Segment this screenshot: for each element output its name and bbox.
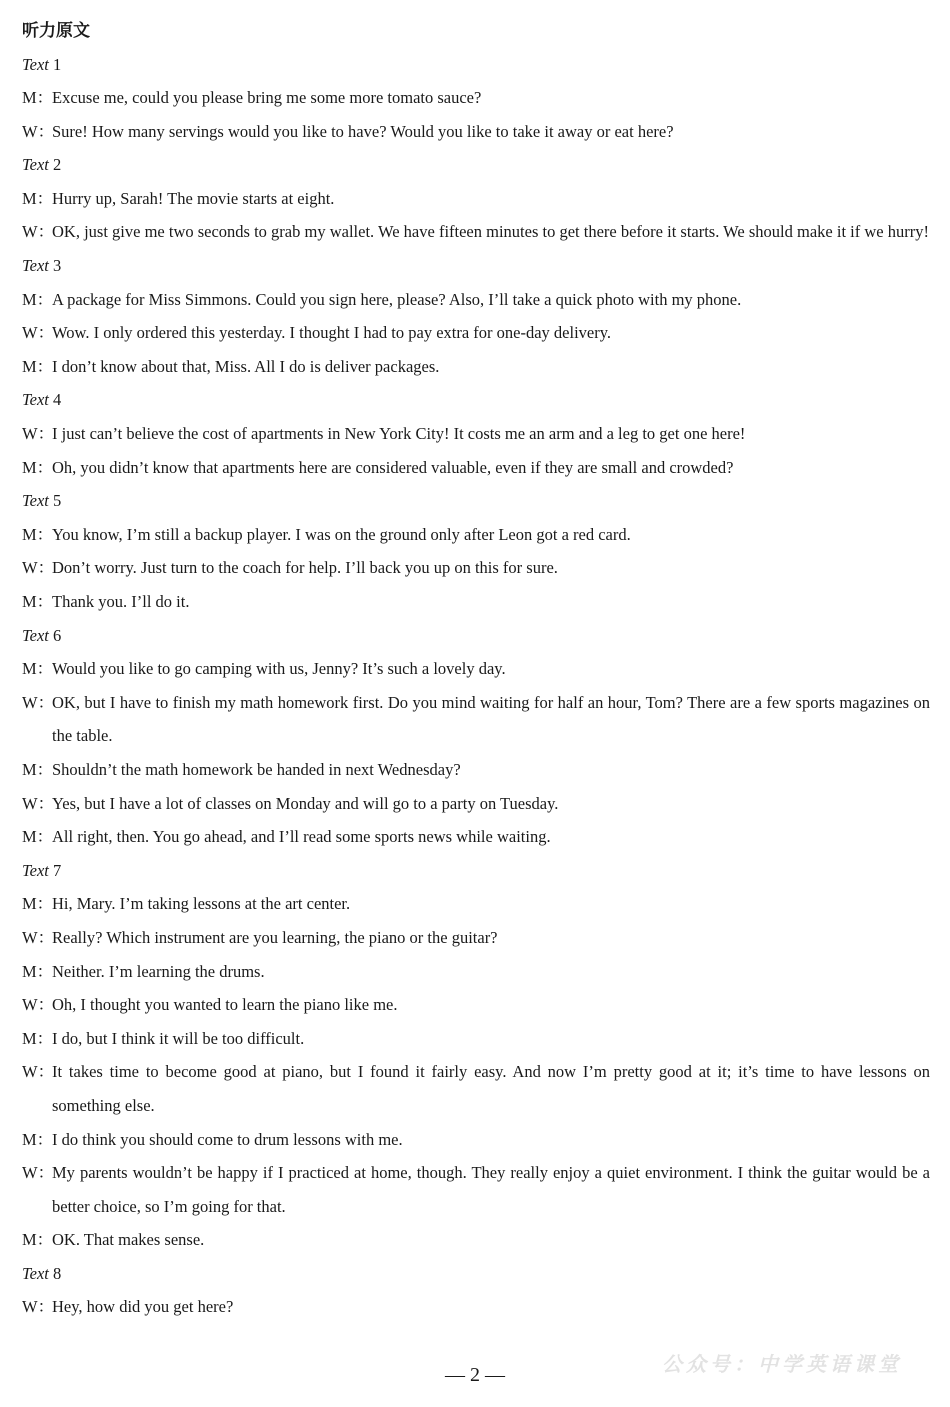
section-label-number: 7	[53, 860, 62, 880]
page-number: — 2 —	[445, 1364, 505, 1386]
dialogue-text: Oh, you didn’t know that apartments here are considered valuable, even if they are small and crowded?	[52, 457, 734, 477]
speaker-tag: W：	[22, 222, 55, 242]
speaker-tag: M：	[22, 961, 54, 981]
dialogue-text: I do think you should come to drum lessons with me.	[52, 1129, 403, 1149]
dialogue-text: My parents wouldn’t be happy if I practiced at home, though. They really enjoy a quiet environment. I think the guitar would be a better choice, so I’m going for that.	[52, 1163, 930, 1216]
dialogue-text: Hi, Mary. I’m taking lessons at the art center.	[52, 894, 351, 914]
dialogue-line	[22, 686, 930, 753]
dialogue-text: Hey, how did you get here?	[52, 1297, 234, 1317]
section-label-number: 4	[53, 390, 62, 410]
dialogue-line	[22, 518, 930, 552]
speaker-tag: M：	[22, 592, 54, 611]
dialogue-line	[22, 1156, 930, 1223]
section-label-text: Text	[22, 860, 49, 880]
dialogue-text: Wow. I only ordered this yesterday. I thought I had to pay extra for one-day delivery.	[52, 323, 612, 343]
dialogue-line	[22, 988, 930, 1022]
section-label-number: 1	[53, 54, 62, 74]
speaker-tag: M：	[22, 759, 54, 779]
dialogue-text: Would you like to go camping with us, Jenny? It’s such a lovely day.	[52, 659, 506, 679]
section-label	[22, 619, 930, 653]
section-label-text: Text	[22, 491, 49, 511]
dialogue-line	[22, 417, 930, 451]
speaker-tag: M：	[22, 88, 54, 108]
speaker-tag: M：	[22, 356, 54, 376]
section-label	[22, 48, 930, 82]
speaker-tag: M：	[22, 1028, 54, 1048]
dialogue-text: Hurry up, Sarah! The movie starts at eight.	[52, 188, 335, 208]
dialogue-line	[22, 316, 930, 350]
section-label-number: 8	[53, 1263, 62, 1283]
dialogue-line	[22, 955, 930, 989]
speaker-tag: M：	[22, 1230, 54, 1250]
dialogue-line	[22, 350, 930, 384]
dialogue-text: I don’t know about that, Miss. All I do is deliver packages.	[52, 356, 440, 376]
section-label-number: 5	[53, 491, 62, 511]
dialogue-text: Neither. I’m learning the drums.	[52, 961, 265, 981]
section-label-text: Text	[22, 390, 49, 410]
dialogue-line	[22, 1223, 930, 1257]
dialogue-text: I just can’t believe the cost of apartments in New York City! It costs me an arm and a leg to get one here!	[52, 424, 746, 444]
dialogue-text: Really? Which instrument are you learning, the piano or the guitar?	[52, 927, 498, 947]
dialogue-text: I do, but I think it will be too difficult.	[52, 1028, 305, 1048]
section-label	[22, 1257, 930, 1291]
dialogue-line	[22, 787, 930, 821]
section-label-number: 2	[53, 155, 62, 175]
speaker-tag: M：	[22, 457, 54, 477]
dialogue-line	[22, 921, 930, 955]
dialogue-line	[22, 451, 930, 485]
dialogue-text: OK, just give me two seconds to grab my wallet. We have fifteen minutes to get there before it starts. We should make it if we hurry!	[52, 222, 929, 242]
dialogue-line	[22, 652, 930, 686]
speaker-tag: W：	[22, 121, 55, 141]
dialogue-line	[22, 182, 930, 216]
dialogue-line	[22, 283, 930, 317]
section-label-text: Text	[22, 1263, 49, 1283]
page-heading: 听力原文	[22, 21, 90, 41]
speaker-tag: W：	[22, 1062, 55, 1082]
section-label	[22, 249, 930, 283]
dialogue-text: Sure! How many servings would you like to have? Would you like to take it away or eat here?	[52, 121, 674, 141]
section-label-text: Text	[22, 155, 49, 175]
dialogue-text: Thank you. I’ll do it.	[52, 592, 190, 611]
speaker-tag: M：	[22, 1129, 54, 1149]
dialogue-text: OK, but I have to finish my math homework first. Do you mind waiting for half an hour, Tom? There are a few sports magazines on the table.	[52, 692, 930, 746]
speaker-tag: M：	[22, 659, 54, 679]
dialogue-line	[22, 585, 930, 619]
speaker-tag: W：	[22, 793, 55, 813]
speaker-tag: M：	[22, 188, 54, 208]
dialogue-text: Oh, I thought you wanted to learn the piano like me.	[52, 995, 398, 1015]
section-label	[22, 854, 930, 888]
section-label	[22, 484, 930, 518]
dialogue-text: A package for Miss Simmons. Could you sign here, please? Also, I’ll take a quick photo with my phone.	[52, 289, 742, 309]
section-label-text: Text	[22, 625, 49, 645]
speaker-tag: W：	[22, 323, 55, 343]
speaker-tag: M：	[22, 894, 54, 914]
dialogue-line	[22, 820, 930, 854]
dialogue-line	[22, 1022, 930, 1056]
watermark-text: 公众号：中学英语课堂	[662, 1352, 902, 1376]
dialogue-line	[22, 1055, 930, 1122]
dialogue-line	[22, 753, 930, 787]
speaker-tag: M：	[22, 289, 54, 309]
dialogue-line	[22, 551, 930, 585]
section-label-text: Text	[22, 256, 49, 276]
dialogue-text: Yes, but I have a lot of classes on Monday and will go to a party on Tuesday.	[52, 793, 559, 813]
speaker-tag: M：	[22, 524, 54, 544]
speaker-tag: W：	[22, 692, 55, 712]
dialogue-text: Shouldn’t the math homework be handed in next Wednesday?	[52, 759, 461, 779]
speaker-tag: W：	[22, 1297, 55, 1317]
dialogue-text: Don’t worry. Just turn to the coach for help. I’ll back you up on this for sure.	[52, 558, 558, 578]
section-label-number: 3	[53, 256, 62, 276]
speaker-tag: W：	[22, 558, 55, 578]
section-label-text: Text	[22, 54, 49, 74]
speaker-tag: W：	[22, 995, 55, 1015]
section-label	[22, 148, 930, 182]
dialogue-text: OK. That makes sense.	[52, 1230, 205, 1250]
dialogue-text: Excuse me, could you please bring me some more tomato sauce?	[52, 88, 482, 108]
dialogue-line	[22, 215, 930, 249]
speaker-tag: M：	[22, 827, 54, 847]
section-label-number: 6	[53, 625, 62, 645]
speaker-tag: W：	[22, 1163, 55, 1183]
dialogue-text: All right, then. You go ahead, and I’ll read some sports news while waiting.	[52, 827, 551, 847]
dialogue-line	[22, 115, 930, 149]
dialogue-text: It takes time to become good at piano, but I found it fairly easy. And now I’m pretty good at it; it’s time to have lessons on something else.	[52, 1062, 930, 1115]
dialogue-line	[22, 81, 930, 115]
dialogue-text: You know, I’m still a backup player. I was on the ground only after Leon got a red card.	[52, 524, 631, 544]
transcript-body	[22, 48, 930, 1325]
section-label	[22, 383, 930, 417]
speaker-tag: W：	[22, 424, 55, 444]
speaker-tag: W：	[22, 927, 55, 947]
dialogue-line	[22, 1290, 930, 1324]
dialogue-line	[22, 1123, 930, 1157]
dialogue-line	[22, 887, 930, 921]
